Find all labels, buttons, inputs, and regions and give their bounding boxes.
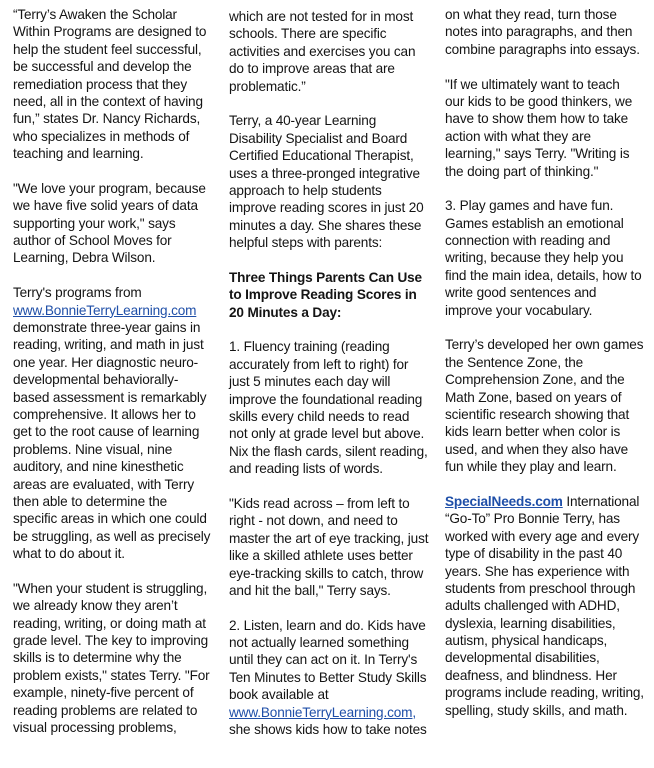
text-line: the doing part of thinking." — [445, 163, 599, 179]
text-line: 1. Fluency training (reading — [229, 339, 390, 355]
text-line: "We love your program, because — [13, 180, 206, 196]
text-line: grade level. The key to improving — [13, 633, 209, 649]
text-line: get to the root cause of learning — [13, 424, 200, 440]
paragraph-terry-bio — [229, 112, 429, 251]
text-line: we have five solid years of data — [13, 198, 198, 214]
text-fragment: International — [562, 493, 640, 509]
bonnieterry-link[interactable]: www.BonnieTerryLearning.com, — [229, 704, 416, 720]
text-line: skills is to determine why the — [13, 650, 182, 666]
text-line: we already know they aren’t — [13, 598, 178, 614]
text-line: not actually learned something — [229, 635, 409, 651]
text-line: help the student feel successful, — [13, 41, 202, 57]
paragraph-eye-tracking-quote — [229, 495, 429, 599]
text-line: like a skilled athlete uses better — [229, 548, 413, 564]
text-line: connection with reading and — [445, 233, 611, 249]
text-line: she shows kids how to take notes — [229, 722, 427, 738]
paragraph-specialneeds — [445, 493, 645, 719]
text-line: schools. There are specific — [229, 26, 387, 42]
paragraph-richards-quote — [13, 6, 213, 163]
text-line: until they can act on it. In Terry's — [229, 652, 418, 668]
text-line: remediation process that they — [13, 76, 187, 92]
text-line: “Go-To” Pro Bonnie Terry, has — [445, 511, 620, 527]
text-line: adults challenged with ADHD, — [445, 598, 620, 614]
paragraph-zone-games — [445, 336, 645, 475]
text-line: "When your student is struggling, — [13, 580, 208, 596]
text-line: do to improve areas that are — [229, 61, 395, 77]
paragraph-gap — [13, 267, 213, 284]
text-line: author of School Moves for — [13, 233, 172, 249]
text-line: reading problems are related to — [13, 702, 198, 718]
text-line: which are not tested for in most — [229, 9, 414, 24]
paragraph-wilson-quote — [13, 180, 213, 267]
paragraph-thinkers-quote — [445, 76, 645, 180]
text-line: teaching and learning. — [13, 146, 144, 162]
text-line: and hit the ball," Terry says. — [229, 582, 391, 598]
text-line: the Sentence Zone, the — [445, 354, 584, 370]
section-heading — [229, 269, 429, 321]
paragraph-tip-fluency — [229, 338, 429, 477]
paragraph-gap — [445, 180, 645, 197]
text-line: find the main idea, details, how to — [445, 267, 642, 283]
text-line: autism, physical handicaps, — [445, 633, 608, 649]
text-line: master the art of eye tracking, just — [229, 530, 429, 546]
paragraph-gap — [229, 251, 429, 268]
text-line: Within Programs are designed to — [13, 24, 207, 40]
paragraph-gap — [445, 319, 645, 336]
text-line: need, all in the context of having — [13, 93, 203, 109]
text-line: “Terry’s Awaken the Scholar — [13, 7, 177, 22]
text-line: developmental behaviorally- — [13, 372, 179, 388]
text-line: eye-tracking skills to catch, throw — [229, 565, 424, 581]
text-line: Disability Specialist and Board — [229, 130, 408, 146]
text-line: have to show them how to take — [445, 111, 629, 127]
text-line: Nix the flash cards, silent reading, — [229, 443, 428, 459]
specialneeds-link[interactable]: SpecialNeeds.com — [445, 493, 563, 509]
paragraph-gap — [229, 321, 429, 338]
text-line: problematic.” — [229, 78, 306, 94]
text-line: helpful steps with parents: — [229, 235, 383, 251]
text-line: fun,” states Dr. Nancy Richards, — [13, 111, 201, 127]
heading-line: 20 Minutes a Day: — [229, 304, 342, 320]
paragraph-gap — [445, 58, 645, 75]
text-line: fun while they play and learn. — [445, 459, 617, 475]
text-line: write good sentences and — [445, 285, 597, 301]
text-line: problem exists," states Terry. "For — [13, 667, 210, 683]
paragraph-tip-games — [445, 197, 645, 319]
text-line: Ten Minutes to Better Study Skills — [229, 669, 427, 685]
paragraph-gap — [229, 599, 429, 616]
text-line: Terry's programs from — [13, 285, 142, 301]
text-line: writing, because they help you — [445, 250, 624, 266]
text-line: uses a three-pronged integrative — [229, 165, 420, 181]
paragraph-gap — [445, 476, 645, 493]
text-line: years. She has experience with — [445, 563, 630, 579]
text-line: improve your vocabulary. — [445, 302, 593, 318]
column-1 — [13, 6, 213, 736]
text-line: example, ninety-five percent of — [13, 685, 194, 701]
paragraph-notes-continued — [445, 6, 645, 58]
paragraph-quote-continued — [229, 8, 429, 95]
text-line: problems. Nine visual, nine — [13, 441, 173, 457]
text-line: "If we ultimately want to teach — [445, 76, 620, 92]
text-line: visual processing problems, — [13, 720, 177, 736]
text-line: who specializes in methods of — [13, 128, 190, 144]
text-line: notes into paragraphs, and then — [445, 24, 633, 40]
text-line: what to do about it. — [13, 546, 125, 562]
text-line: one year. Her diagnostic neuro- — [13, 354, 199, 370]
text-line: action with what they are — [445, 128, 591, 144]
text-line: worked with every age and every — [445, 528, 640, 544]
text-line: "Kids read across – from left to — [229, 495, 410, 511]
text-line: specific areas in which one could — [13, 511, 207, 527]
text-line: demonstrate three-year gains in — [13, 320, 201, 336]
text-line: on what they read, turn those — [445, 7, 617, 22]
text-line: kids learn better when color is — [445, 424, 621, 440]
text-line: Certified Educational Therapist, — [229, 148, 414, 164]
paragraph-gap — [229, 95, 429, 112]
column-3 — [445, 6, 645, 719]
text-line: skills every child needs to read — [229, 408, 410, 424]
text-line: spelling, study skills, and math. — [445, 702, 628, 718]
text-line: activities and exercises you can — [229, 43, 416, 59]
text-line: be successful and develop the — [13, 59, 192, 75]
text-line: comprehensive. It allows her to — [13, 406, 196, 422]
text-line: our kids to be good thinkers, we — [445, 93, 633, 109]
paragraph-struggling-quote — [13, 580, 213, 737]
text-line: programs include reading, writing, — [445, 685, 644, 701]
text-line: not only at grade level but above. — [229, 426, 425, 442]
text-line: developmental disabilities, — [445, 650, 600, 666]
text-line: be struggling, as well as precisely — [13, 528, 211, 544]
text-line — [445, 493, 645, 510]
text-line: based assessment is remarkably — [13, 389, 207, 405]
column-2 — [229, 8, 429, 738]
text-line: improve reading scores in just 20 — [229, 200, 424, 216]
text-line: accurately from left to right) for — [229, 356, 409, 372]
text-line: areas are evaluated, with Terry — [13, 476, 194, 492]
text-line: reading, writing, and math in just — [13, 337, 204, 353]
text-line: Learning, Debra Wilson. — [13, 250, 156, 266]
text-line: and reading lists of words. — [229, 461, 383, 477]
text-line: improve the foundational reading — [229, 391, 423, 407]
text-line: dyslexia, learning disabilities, — [445, 615, 616, 631]
text-line: just 5 minutes each day will — [229, 374, 391, 390]
text-line: Games establish an emotional — [445, 215, 624, 231]
paragraph-gap — [13, 563, 213, 580]
text-line: Comprehension Zone, and the — [445, 372, 625, 388]
text-line: auditory, and nine kinesthetic — [13, 459, 184, 475]
text-line: Terry’s developed her own games — [445, 337, 644, 353]
text-line: type of disability in the past 40 — [445, 546, 623, 562]
text-line: used, and when they also have — [445, 441, 629, 457]
bonnieterry-link[interactable]: www.BonnieTerryLearning.com — [13, 302, 197, 318]
text-line: minutes a day. She shares these — [229, 217, 422, 233]
text-line: supporting your work," says — [13, 215, 176, 231]
paragraph-gap — [13, 163, 213, 180]
text-line: 3. Play games and have fun. — [445, 198, 614, 214]
text-line: book available at — [229, 687, 329, 703]
paragraph-gap — [229, 478, 429, 495]
text-line: students from preschool through — [445, 580, 636, 596]
text-line: Math Zone, based on years of — [445, 389, 622, 405]
heading-line: Three Things Parents Can Use — [229, 269, 422, 285]
text-line: reading, writing, or doing math at — [13, 615, 206, 631]
text-line: scientific research showing that — [445, 406, 630, 422]
heading-line: to Improve Reading Scores in — [229, 287, 417, 303]
paragraph-tip-listen — [229, 617, 429, 739]
text-line: learning," says Terry. "Writing is — [445, 146, 630, 162]
paragraph-programs — [13, 284, 213, 562]
text-line: 2. Listen, learn and do. Kids have — [229, 617, 426, 633]
text-line: right - not down, and need to — [229, 513, 398, 529]
text-line: deafness, and blindness. Her — [445, 667, 617, 683]
text-line: approach to help students — [229, 182, 382, 198]
text-line: then able to determine the — [13, 493, 168, 509]
text-line: combine paragraphs into essays. — [445, 41, 640, 57]
text-line: Terry, a 40-year Learning — [229, 113, 377, 129]
